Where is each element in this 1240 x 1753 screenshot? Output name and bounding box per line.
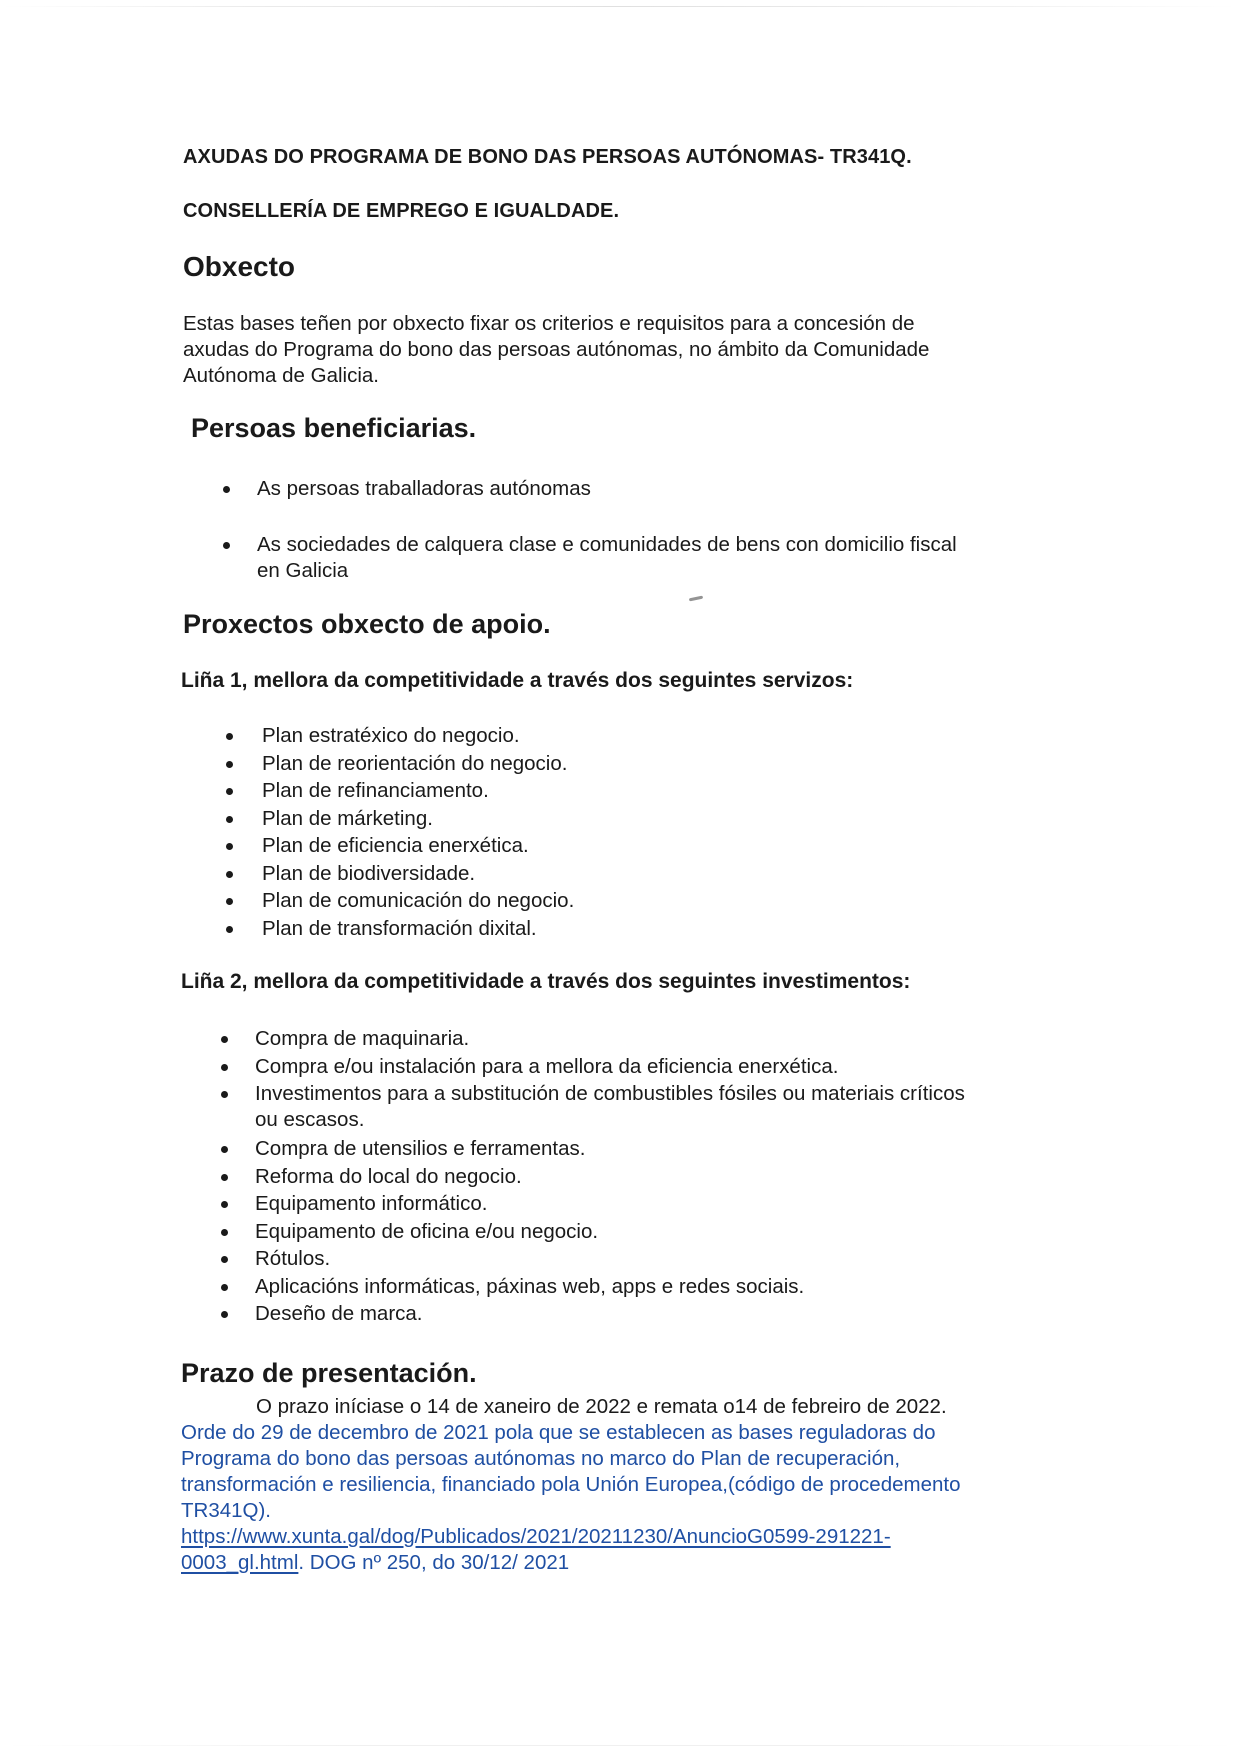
bullet-icon — [226, 733, 233, 740]
dog-link-line — [181, 1524, 891, 1550]
linea1-item: Plan de márketing. — [262, 807, 433, 830]
beneficiaria-item: As persoas traballadoras autónomas — [257, 477, 591, 500]
bullet-icon — [221, 1201, 228, 1208]
bullet-icon — [226, 926, 233, 933]
linea1-heading: Liña 1, mellora da competitividade a través dos seguintes servizos: — [181, 669, 854, 692]
linea2-item: Investimentos para a substitución de combustibles fósiles ou materiais críticos — [255, 1082, 965, 1105]
obxecto-line: Autónoma de Galicia. — [183, 364, 380, 387]
beneficiarias-heading: Persoas beneficiarias. — [191, 413, 477, 443]
scan-edge-top — [0, 6, 1240, 7]
bullet-icon — [226, 843, 233, 850]
bullet-icon — [221, 1064, 228, 1071]
dog-link-continuation[interactable]: 0003_gl.html — [181, 1551, 299, 1574]
ministry-name: CONSELLERÍA DE EMPREGO E IGUALDADE. — [183, 200, 620, 222]
linea2-item: Equipamento de oficina e/ou negocio. — [255, 1220, 599, 1243]
bullet-icon — [223, 542, 230, 549]
bullet-icon — [221, 1229, 228, 1236]
scan-edge-bottom — [0, 1745, 1240, 1746]
dog-reference: . DOG nº 250, do 30/12/ 2021 — [298, 1551, 570, 1574]
bullet-icon — [226, 816, 233, 823]
bullet-icon — [221, 1146, 228, 1153]
obxecto-heading: Obxecto — [183, 251, 296, 282]
bullet-icon — [226, 871, 233, 878]
prazo-heading: Prazo de presentación. — [181, 1358, 477, 1388]
linea1-item: Plan de comunicación do negocio. — [262, 889, 575, 912]
obxecto-line: axudas do Programa do bono das persoas autónomas, no ámbito da Comunidade — [183, 338, 930, 361]
linea2-item: Rótulos. — [255, 1247, 331, 1270]
linea2-item: Compra de utensilios e ferramentas. — [255, 1137, 586, 1160]
linea1-item: Plan de reorientación do negocio. — [262, 752, 568, 775]
scan-speck — [689, 596, 703, 602]
bullet-icon — [221, 1091, 228, 1098]
dog-link-line — [181, 1550, 569, 1576]
linea2-item: Aplicacións informáticas, páxinas web, apps e redes sociais. — [255, 1275, 805, 1298]
linea1-item: Plan de refinanciamento. — [262, 779, 489, 802]
bullet-icon — [221, 1311, 228, 1318]
linea2-item-continuation: ou escasos. — [255, 1108, 365, 1131]
beneficiaria-item-continuation: en Galicia — [257, 559, 349, 582]
bullet-icon — [226, 761, 233, 768]
obxecto-line: Estas bases teñen por obxecto fixar os criterios e requisitos para a concesión de — [183, 312, 915, 335]
prazo-text: O prazo iníciase o 14 de xaneiro de 2022 e remata o14 de febreiro de 2022. — [256, 1395, 947, 1418]
bullet-icon — [223, 486, 230, 493]
dog-link[interactable]: https://www.xunta.gal/dog/Publicados/2021/20211230/AnuncioG0599-291221- — [181, 1525, 891, 1548]
linea2-item: Compra de maquinaria. — [255, 1027, 470, 1050]
orde-line: Orde do 29 de decembro de 2021 pola que se establecen as bases reguladoras do — [181, 1421, 936, 1444]
bullet-icon — [221, 1284, 228, 1291]
linea1-item: Plan de transformación dixital. — [262, 917, 537, 940]
orde-line: TR341Q). — [181, 1499, 271, 1522]
linea1-item: Plan de biodiversidade. — [262, 862, 476, 885]
document-title: AXUDAS DO PROGRAMA DE BONO DAS PERSOAS AUTÓNOMAS- TR341Q. — [183, 146, 912, 168]
proxectos-heading: Proxectos obxecto de apoio. — [183, 609, 551, 639]
bullet-icon — [221, 1174, 228, 1181]
linea2-item: Deseño de marca. — [255, 1302, 423, 1325]
beneficiaria-item: As sociedades de calquera clase e comunidades de bens con domicilio fiscal — [257, 533, 957, 556]
orde-line: Programa do bono das persoas autónomas no marco do Plan de recuperación, — [181, 1447, 901, 1470]
linea2-heading: Liña 2, mellora da competitividade a través dos seguintes investimentos: — [181, 970, 911, 993]
linea2-item: Equipamento informático. — [255, 1192, 488, 1215]
bullet-icon — [226, 788, 233, 795]
linea2-item: Reforma do local do negocio. — [255, 1165, 522, 1188]
linea1-item: Plan de eficiencia enerxética. — [262, 834, 529, 857]
linea1-item: Plan estratéxico do negocio. — [262, 724, 520, 747]
bullet-icon — [221, 1036, 228, 1043]
linea2-item: Compra e/ou instalación para a mellora da eficiencia enerxética. — [255, 1055, 839, 1078]
orde-line: transformación e resiliencia, financiado pola Unión Europea,(código de procedemento — [181, 1473, 961, 1496]
bullet-icon — [226, 898, 233, 905]
bullet-icon — [221, 1256, 228, 1263]
